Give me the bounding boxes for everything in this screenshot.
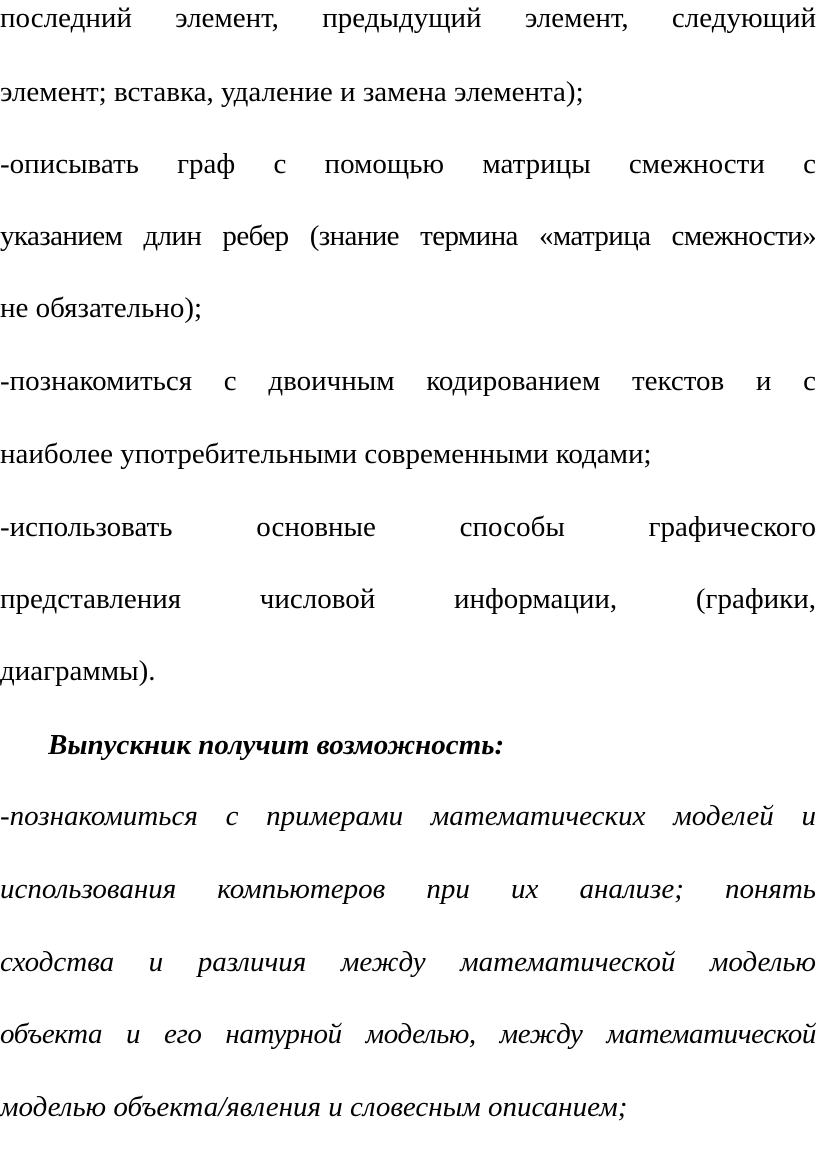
italic-text-line: моделью объекта/явления и словесным описанием; <box>0 1091 628 1123</box>
text-line: не обязательно); <box>0 292 203 324</box>
text-line: последний элемент, предыдущий элемент, следующий <box>0 2 816 34</box>
italic-text-line: -познакомиться с примерами математических моделей и <box>0 800 816 832</box>
italic-text-line: использования компьютеров при их анализе; понять <box>0 873 816 905</box>
section-heading: Выпускник получит возможность: <box>48 729 505 761</box>
text-line: -описывать граф с помощью матрицы смежности с <box>0 148 816 180</box>
text-line: -использовать основные способы графического <box>0 511 816 543</box>
text-line: диаграммы). <box>0 655 156 687</box>
text-line: -познакомиться с двоичным кодированием текстов и с <box>0 365 816 397</box>
text-line: представления числовой информации, (графики, <box>0 583 816 615</box>
italic-text-line: объекта и его натурной моделью, между математической <box>0 1018 816 1050</box>
text-line: элемент; вставка, удаление и замена элемента); <box>0 76 584 108</box>
italic-text-line: сходства и различия между математической моделью <box>0 946 816 978</box>
text-line: наиболее употребительными современными кодами; <box>0 438 652 470</box>
text-line: указанием длин ребер (знание термина «матрица смежности» <box>0 220 816 252</box>
